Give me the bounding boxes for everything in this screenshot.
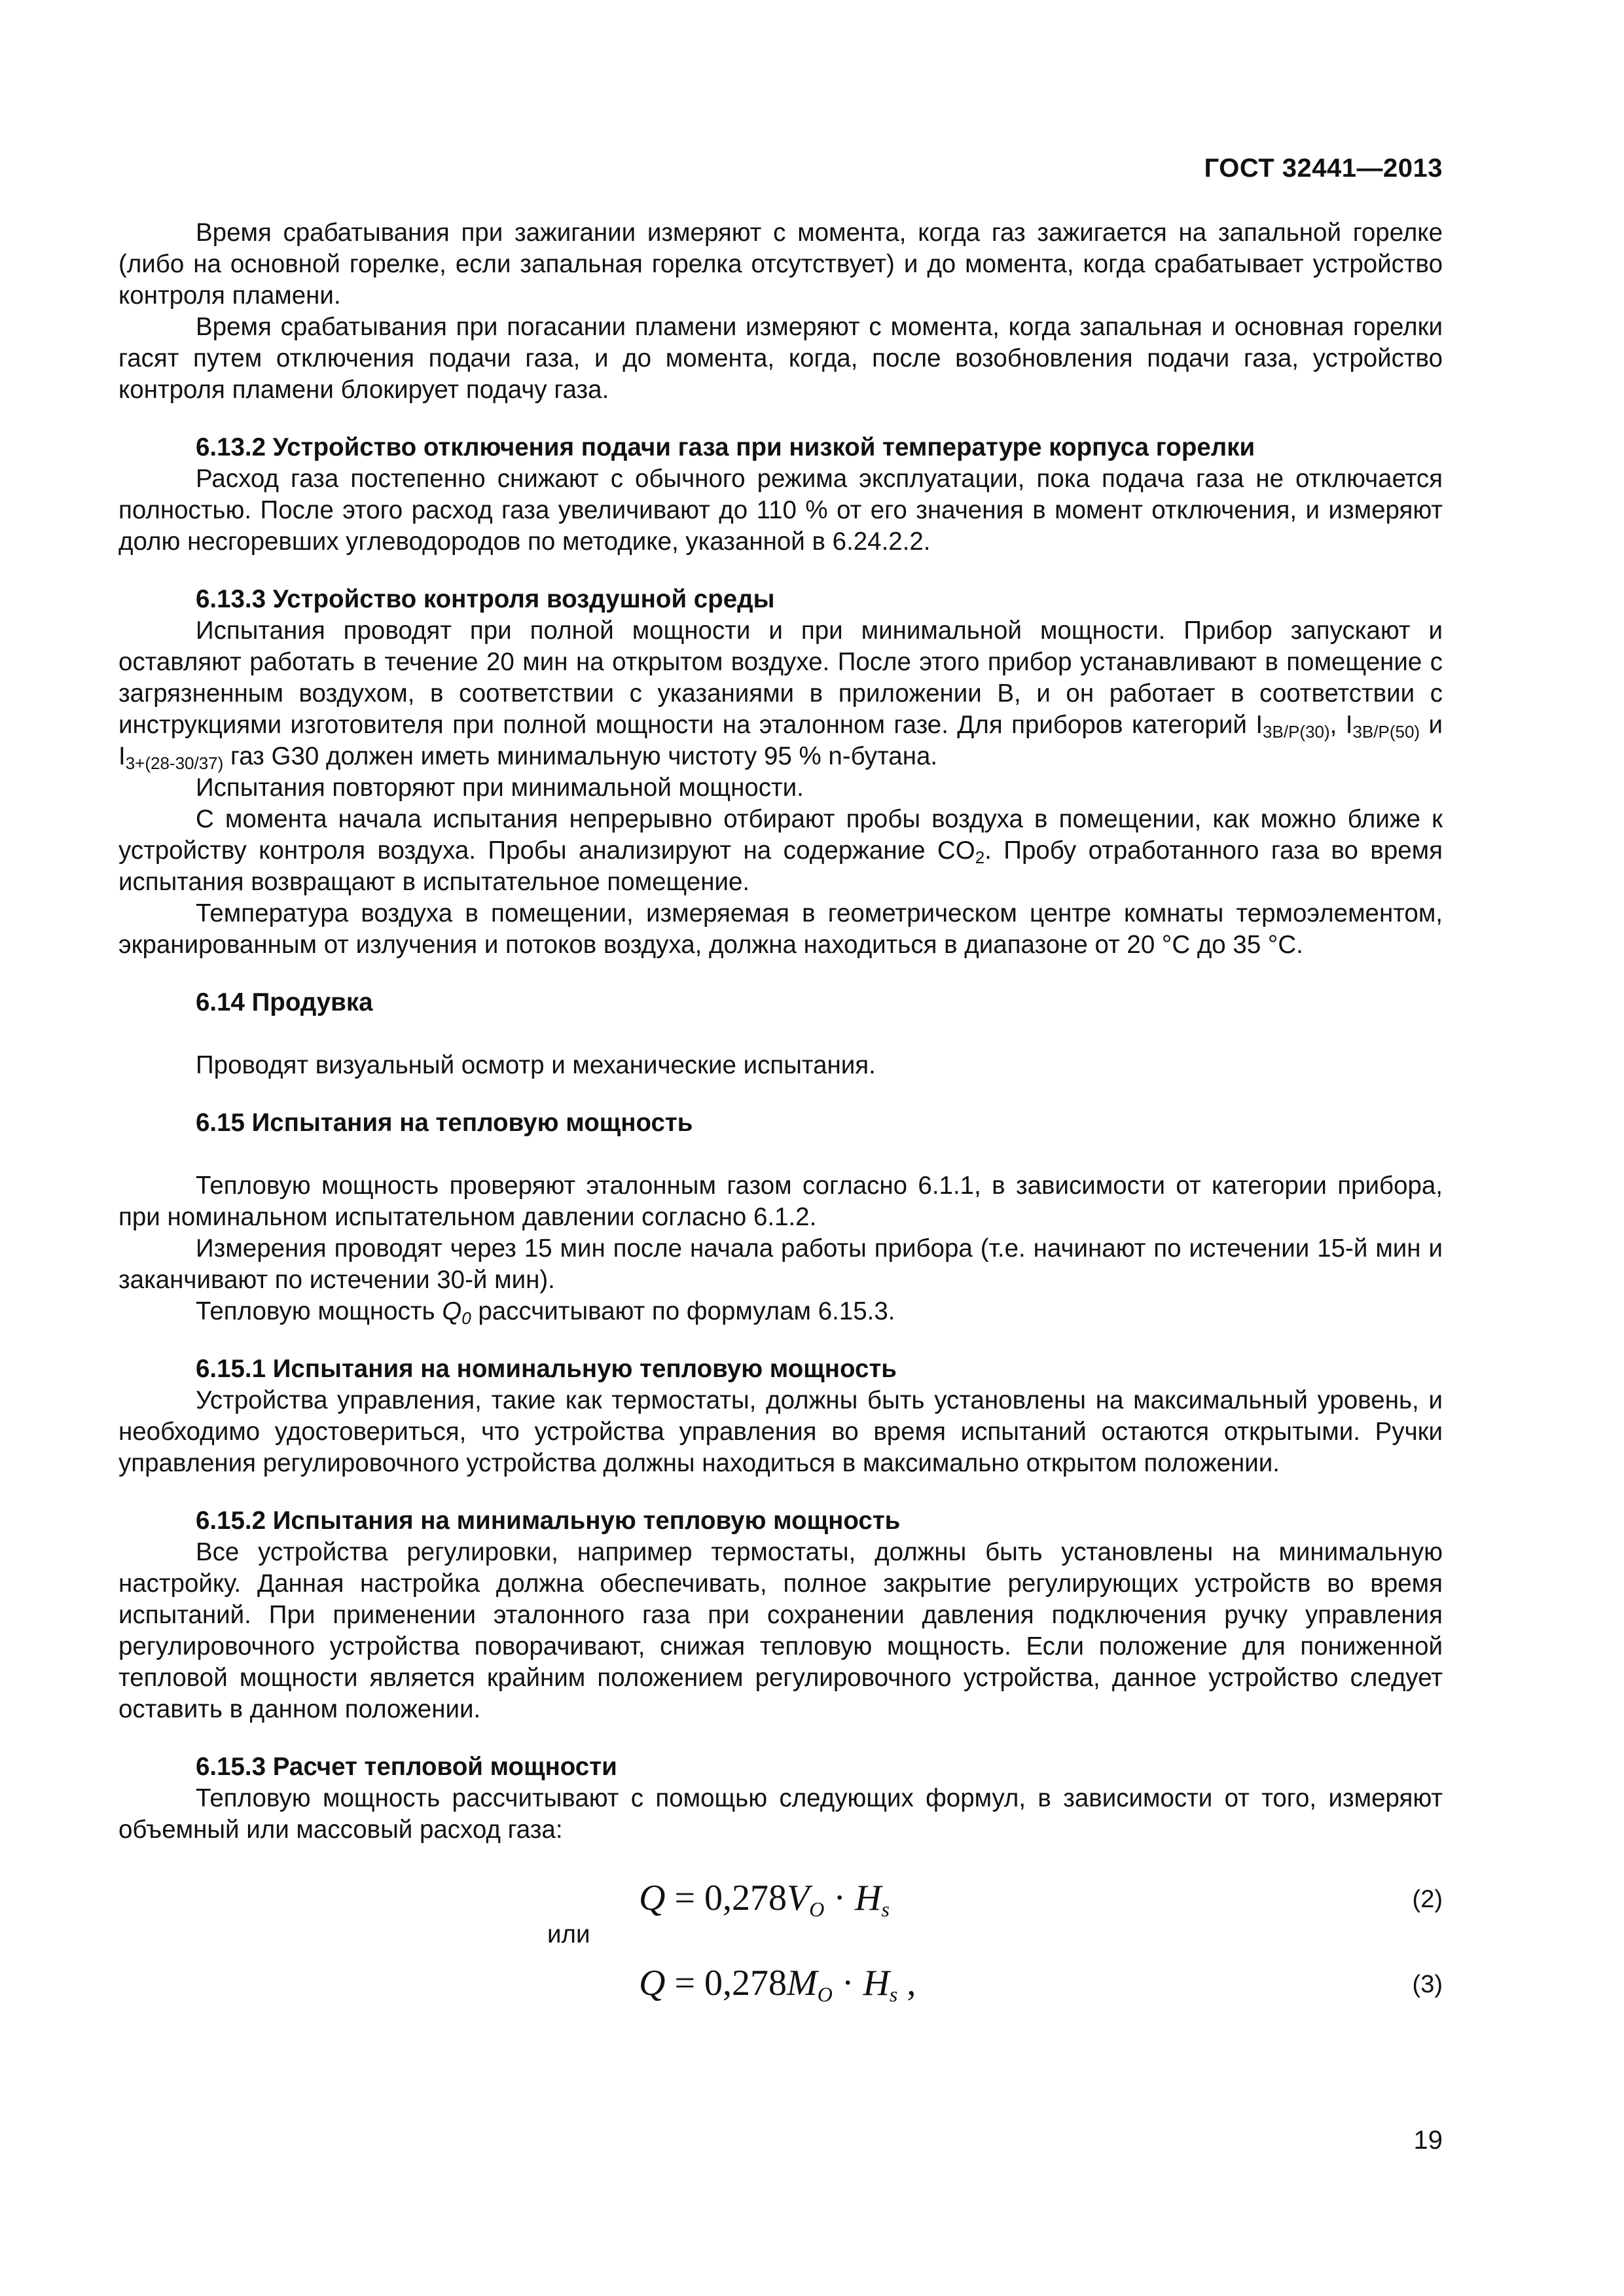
paragraph-extinction-time: Время срабатывания при погасании пламени измеряют с момента, когда запальная и основная горелки гасят путем отключения подачи газа, и до момента, когда, после возобновления подачи газа, устройство контроля пламени блокирует подачу газа. <box>118 313 1443 404</box>
formula-3: $Q = 0,278M_O \cdot H_s$ , <box>639 1963 916 2006</box>
section-6-14-title: 6.14 Продувка <box>196 988 373 1016</box>
section-6-15-2-title: 6.15.2 Испытания на минимальную тепловую мощность <box>196 1507 901 1535</box>
section-6-13-3-paragraph-3: С момента начала испытания непрерывно отбирают пробы воздуха в помещении, как можно ближе к устройству контроля воздуха. Пробы анализируют на содержание $CO_2$. Пробу отработанного газа во время испытания возвращают в испытательное помещение. <box>118 805 1443 896</box>
formula-3-row <box>118 1957 1443 2009</box>
section-6-15-3-paragraph: Тепловую мощность рассчитывают с помощью следующих формул, в зависимости от того, измеряют объемный или массовый расход газа: <box>118 1784 1443 1844</box>
section-6-13-3-paragraph-4: Температура воздуха в помещении, измеряемая в геометрическом центре комнаты термоэлементом, экранированным от излучения и потоков воздуха, должна находиться в диапазоне от 20 °С до 35 °С. <box>118 899 1443 959</box>
section-6-15-3-title: 6.15.3 Расчет тепловой мощности <box>196 1753 617 1781</box>
section-6-13-3-title: 6.13.3 Устройство контроля воздушной среды <box>196 585 775 613</box>
page-number: 19 <box>1413 2126 1443 2155</box>
formula-2: $Q = 0,278V_O \cdot H_s$ <box>639 1878 890 1921</box>
section-6-15-title: 6.15 Испытания на тепловую мощность <box>196 1109 693 1137</box>
section-6-15-1-paragraph: Устройства управления, такие как термостаты, должны быть установлены на максимальный уровень, и необходимо удостовериться, что устройства управления во время испытаний остаются открытыми. Ручки управления регулировочного устройства должны находиться в максимально открытом положении. <box>118 1386 1443 1477</box>
section-6-13-2-paragraph: Расход газа постепенно снижают с обычного режима эксплуатации, пока подача газа не отключается полностью. После этого расход газа увеличивают до 110 % от его значения в момент отключения, и измеряют долю несгоревших углеводородов по методике, указанной в 6.24.2.2. <box>118 465 1443 556</box>
section-6-13-3-paragraph-2: Испытания повторяют при минимальной мощности. <box>196 774 804 802</box>
standard-header: ГОСТ 32441—2013 <box>1204 154 1443 183</box>
document-body <box>118 217 1443 2009</box>
formula-connector: или <box>547 1920 590 1948</box>
section-6-15-paragraph-2: Измерения проводят через 15 мин после начала работы прибора (т.е. начинают по истечении 15-й мин и заканчивают по истечении 30-й мин). <box>118 1234 1443 1294</box>
section-6-15-paragraph-3: Тепловую мощность $Q_0$ рассчитывают по формулам 6.15.3. <box>196 1297 895 1328</box>
equation-number-3: (3) <box>1412 1971 1443 1998</box>
equation-number-2: (2) <box>1412 1886 1443 1913</box>
section-6-13-2-title: 6.13.2 Устройство отключения подачи газа при низкой температуре корпуса горелки <box>196 433 1255 461</box>
section-6-15-1-title: 6.15.1 Испытания на номинальную тепловую мощность <box>196 1355 897 1383</box>
section-6-15-2-paragraph: Все устройства регулировки, например термостаты, должны быть установлены на минимальную настройку. Данная настройка должна обеспечивать, полное закрытие регулирующих устройств во время испытаний. При применении эталонного газа при сохранении давления подключения ручку управления регулировочного устройства поворачивают, снижая тепловую мощность. Если положение для пониженной тепловой мощности является крайним положением регулировочного устройства, данное устройство следует оставить в данном положении. <box>118 1538 1443 1723</box>
section-6-13-3-paragraph-1: Испытания проводят при полной мощности и при минимальной мощности. Прибор запускают и оставляют работать в течение 20 мин на открытом воздухе. После этого прибор устанавливают в помещение с загрязненным воздухом, в соответствии с указаниями в приложении В, и он работает в соответствии с инструкциями изготовителя при полной мощности на эталонном газе. Для приборов категорий $I_{3B/P(30)}$, $I_{3B/P(50)}$ и $I_{3+(28-30/37)}$ газ G30 должен иметь минимальную чистоту 95 % n-бутана. <box>118 617 1443 773</box>
section-6-14-paragraph: Проводят визуальный осмотр и механические испытания. <box>196 1051 876 1079</box>
formula-2-row <box>118 1872 1443 1924</box>
section-6-15-paragraph-1: Тепловую мощность проверяют эталонным газом согласно 6.1.1, в зависимости от категории прибора, при номинальном испытательном давлении согласно 6.1.2. <box>118 1172 1443 1231</box>
paragraph-ignition-time: Время срабатывания при зажигании измеряют с момента, когда газ зажигается на запальной горелке (либо на основной горелке, если запальная горелка отсутствует) и до момента, когда срабатывает устройство контроля пламени. <box>118 219 1443 310</box>
